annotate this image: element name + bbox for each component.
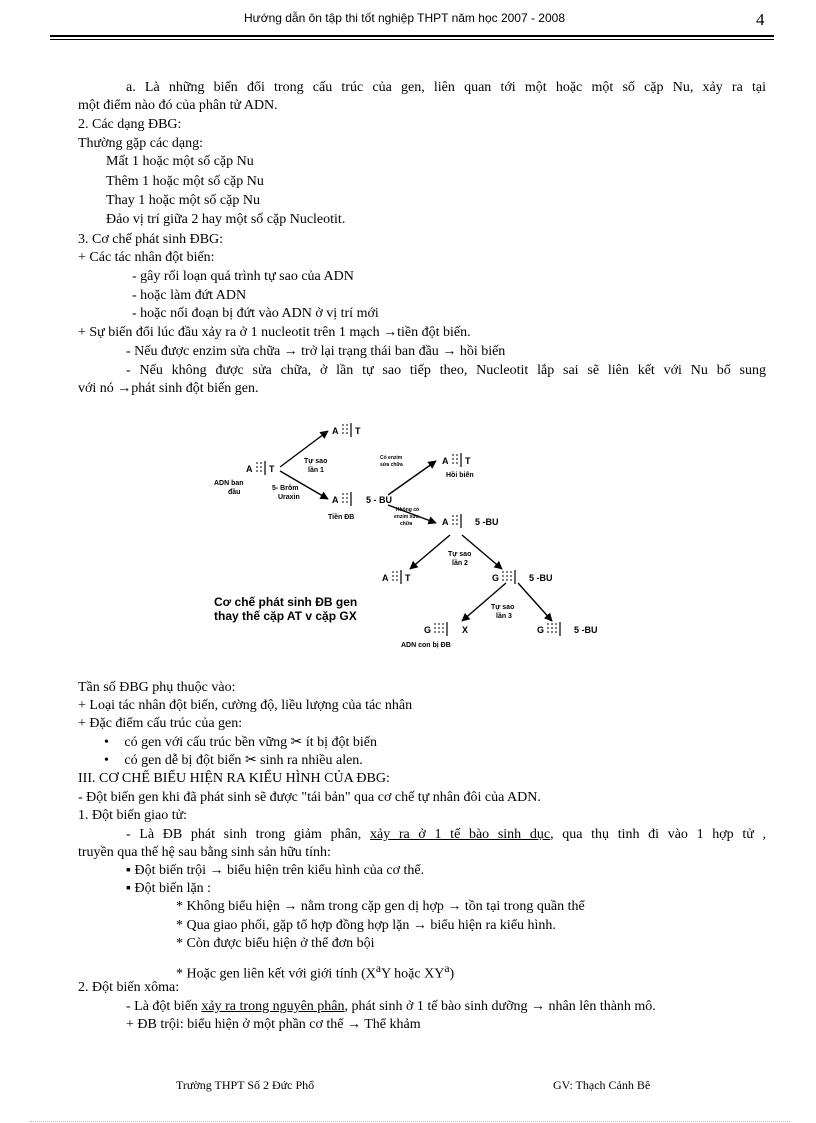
arrow-icon: → [117, 381, 132, 396]
text-span: , qua thụ tinh đi vào 1 hợp tử , [550, 827, 767, 842]
base-bu: 5 -BU [529, 573, 553, 583]
text-span: biểu hiện trên kiểu hình của cơ thể. [227, 863, 425, 878]
recessive-point [176, 917, 556, 935]
bullet-item [104, 734, 377, 752]
label-adn-start: đầu [228, 489, 241, 496]
text-span: - Là ĐB phát sinh trong giảm phân, [126, 827, 362, 842]
label-not-repaired: Không có [396, 507, 420, 513]
list-item: - hoặc nối đoạn bị đứt vào ADN ở vị trí mới [132, 306, 379, 321]
list-item: Mất 1 hoặc một số cặp Nu [106, 154, 254, 169]
base-t: T [355, 426, 361, 436]
section-iii-title: III. CƠ CHẾ BIỂU HIỆN RA KIỂU HÌNH CỦA ĐBG: [78, 771, 390, 786]
text-span: - Là đột biến [126, 999, 198, 1014]
underlined-text: xảy ra ở 1 tế bào sinh dục [369, 827, 551, 842]
text-span: , phát sinh ở 1 tế bào sinh dưỡng [344, 999, 528, 1014]
arrow-icon: → [209, 863, 224, 878]
base-g: G [537, 625, 545, 635]
germ-mutation-line1 [78, 826, 766, 844]
repair-line [126, 343, 505, 361]
scissors-icon: ✂ [290, 735, 303, 750]
somatic-mutation-line [126, 1016, 421, 1034]
label-replication: Tự sao [491, 604, 515, 611]
label-not-repaired: chữa [400, 521, 413, 527]
frequency-item: + Loại tác nhân đột biến, cường độ, liều lượng của tác nhân [78, 698, 413, 713]
bullet-text: sinh ra nhiều alen. [260, 753, 363, 768]
arrow-icon: → [412, 918, 427, 933]
repair-c: hồi biến [459, 344, 506, 359]
arrow-icon: → [383, 325, 398, 340]
label-replication: Tự sao [304, 458, 328, 465]
text-span: Y hoặc XY [381, 966, 445, 982]
list-item: - hoặc làm đứt ADN [132, 288, 247, 303]
base-t: T [269, 464, 275, 474]
text-span: biểu hiện ra kiểu hình. [430, 918, 556, 933]
section-iii-line: - Đột biến gen khi đã phát sinh sẽ được "tái bản" qua cơ chế tự nhân đôi của ADN. [78, 790, 541, 805]
text-span: Thể khảm [364, 1017, 421, 1032]
base-t: T [465, 456, 471, 466]
base-a: A [382, 573, 389, 583]
base-bu: 5 - BU [366, 495, 393, 505]
base-a: A [246, 464, 253, 474]
label-replication: lần 3 [496, 613, 512, 620]
norepair-line2 [78, 380, 258, 398]
arrow-icon: → [347, 1017, 361, 1032]
bullet-item [104, 752, 363, 770]
label-replication: lần 2 [452, 560, 468, 567]
base-bu: 5 -BU [574, 625, 598, 635]
change-tail: tiền đột biến. [397, 325, 471, 340]
scissors-icon: ✂ [244, 753, 257, 768]
arrow-icon: → [442, 344, 457, 359]
underlined-text: xảy ra trong nguyên phân [201, 999, 345, 1014]
norepair-tail: phát sinh đột biến gen. [131, 381, 259, 396]
arrow-icon: → [283, 344, 298, 359]
label-replication: lần 1 [308, 467, 324, 474]
label-replication: Tự sao [448, 551, 472, 558]
paragraph-a-line2: một điểm nào đó của phân tử ADN. [78, 98, 278, 113]
page-bottom-divider [30, 1121, 790, 1122]
recessive-point [176, 898, 585, 916]
text-span: * Qua giao phối, gặp tổ hợp đồng hợp lặn [176, 918, 410, 933]
arrow-icon: → [531, 999, 545, 1014]
text-span: nằm trong cặp gen dị hợp [300, 899, 444, 914]
base-g: G [492, 573, 500, 583]
label-reverted: Hồi biến [446, 472, 474, 479]
list-item: Thay 1 hoặc một số cặp Nu [106, 193, 260, 208]
base-a: A [442, 517, 449, 527]
label-repaired: Có enzim [380, 455, 403, 461]
recessive-point: * Còn được biểu hiện ở thể đơn bội [176, 936, 375, 951]
footer-teacher: GV: Thạch Cảnh Bê [553, 1078, 651, 1092]
bullet-text: ít bị đột biến [305, 735, 378, 750]
superscript: a [444, 962, 450, 975]
base-g: G [424, 625, 432, 635]
norepair-line1: - Nếu không được sửa chữa, ở lần tự sao tiếp theo, Nucleotit lắp sai sẽ liên kết với Nu bổ sung [126, 363, 766, 378]
base-x: X [462, 625, 469, 635]
text-span: tồn tại trong quần thể [464, 899, 585, 914]
text-span: * Hoặc gen liên kết với giới tính (X [176, 966, 376, 982]
mutation-mechanism-diagram [200, 415, 620, 655]
frequency-item: + Đặc điểm cấu trúc của gen: [78, 716, 243, 731]
agents-heading: + Các tác nhân đột biến: [78, 250, 215, 265]
repair-b: trở lại trạng thái ban đầu [301, 344, 439, 359]
diagram-caption: Cơ chế phát sinh ĐB gen [214, 595, 358, 609]
text-span: + ĐB trội: biểu hiện ở một phần cơ thể [126, 1017, 344, 1032]
label-adn-start: ADN ban [214, 480, 244, 487]
section-2-intro: Thường gặp các dạng: [78, 136, 204, 151]
square-bullet-icon: ▪ [126, 863, 131, 878]
label-pre-mutation: Tiền ĐB [328, 514, 355, 521]
germ-mutation-line2: truyền qua thế hệ sau bằng sinh sản hữu tính: [78, 845, 331, 860]
text-span: Đột biến trội [134, 863, 207, 878]
base-a: A [332, 495, 339, 505]
superscript: a [375, 962, 382, 975]
base-t: T [405, 573, 411, 583]
section-3-title: 3. Cơ chế phát sinh ĐBG: [78, 232, 224, 247]
base-bu: 5 -BU [475, 517, 499, 527]
text-span: ) [449, 966, 455, 982]
list-item: Đảo vị trí giữa 2 hay một số cặp Nucleotit. [106, 212, 346, 227]
header-title: Hướng dẫn ôn tập thi tốt nghiệp THPT năm học 2007 - 2008 [244, 11, 565, 25]
arrow-icon: → [283, 899, 298, 914]
label-agent: Uraxin [278, 494, 300, 501]
somatic-mutation-title: 2. Đột biến xôma: [78, 980, 180, 995]
branch-arrow [410, 535, 450, 569]
page-number: 4 [756, 10, 765, 29]
bullet-icon: • [104, 735, 109, 750]
list-item: - gây rối loạn quá trình tự sao của ADN [132, 269, 354, 284]
bullet-text: có gen dễ bị đột biến [124, 753, 242, 768]
square-bullet-icon: ▪ [126, 881, 131, 896]
paragraph-a-line1: a. Là những biến đổi trong cấu trúc của gen, liên quan tới một hoặc một số cặp Nu, xảy ra tại [126, 80, 766, 95]
arrow-icon: → [447, 899, 462, 914]
branch-arrow [518, 583, 552, 621]
text-span: nhân lên thành mô. [548, 999, 656, 1014]
dominant-item [126, 862, 424, 880]
header-rule-thin [50, 39, 774, 40]
bullet-icon: • [104, 753, 109, 768]
text-span: Đột biến lặn : [134, 881, 212, 896]
label-mutant-child: ADN con bị ĐB [401, 642, 451, 649]
header-rule [50, 35, 774, 37]
recessive-item [126, 880, 211, 898]
footer-school: Trường THPT Số 2 Đức Phổ [176, 1078, 315, 1092]
label-not-repaired: enzim sửa [394, 514, 419, 520]
label-agent: 5- Brôm [272, 485, 299, 492]
label-repaired: sửa chữa [380, 462, 403, 468]
repair-a: - Nếu được enzim sửa chữa [126, 344, 281, 359]
somatic-mutation-line [126, 998, 656, 1016]
bullet-text: có gen với cấu trúc bền vững [124, 735, 288, 750]
diagram-caption: thay thế cặp AT v cặp GX [214, 609, 357, 623]
base-a: A [442, 456, 449, 466]
base-a: A [332, 426, 339, 436]
list-item: Thêm 1 hoặc một số cặp Nu [106, 174, 264, 189]
frequency-title: Tần số ĐBG phụ thuộc vào: [78, 680, 236, 695]
recessive-point [176, 960, 454, 984]
change-text: + Sự biến đổi lúc đầu xảy ra ở 1 nucleotit trên 1 mạch [78, 325, 380, 340]
section-2-title: 2. Các dạng ĐBG: [78, 117, 182, 132]
norepair-text: với nó [78, 381, 114, 396]
change-line [78, 324, 471, 342]
germ-mutation-title: 1. Đột biến giao tử: [78, 808, 188, 823]
text-span: * Không biểu hiện [176, 899, 280, 914]
